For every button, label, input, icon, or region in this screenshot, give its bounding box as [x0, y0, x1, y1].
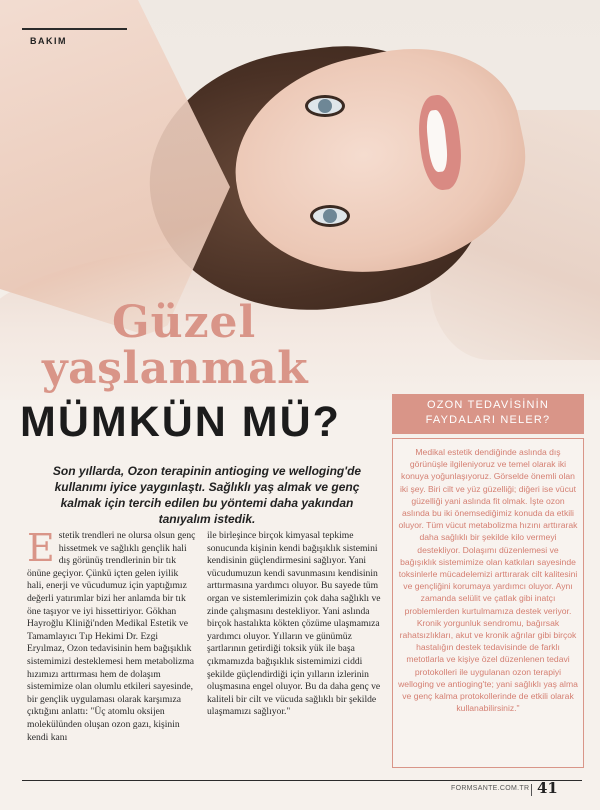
headline-line-1: Güzel	[112, 297, 257, 348]
body-column-1-text: stetik trendleri ne olursa olsun genç hissetmek ve sağlıklı gençlik hali dış görünüş trendlerinin bir tık önüne geçiyor. Çünkü içten gelen iyilik hali, enerji ve vücudumuz için yaptığımız değerli yatırımlar bizi her anlamda bir tık öne taşıyor ve iyi hissettiriyor. Gökhan Hayroğlu Kliniği'nden Medikal Estetik ve Tamamlayıcı Tıp Hekimi Dr. Ezgi Eryılmaz, Ozon tedavisinin hem bağışıklık sistemimizi desteklemesi hem metabolizma hızımızı arttırması hem de dolaşım sistemimize olan olumlu etkileri sayesinde, bir gençlik uygulaması olarak karşımıza çıktığını anlattı: "Üç atomlu oksijen molekülünden oluşan ozon gazı, kişinin kendi kanı	[27, 530, 196, 743]
sidebar-text: Medikal estetik dendiğinde aslında dış görünüşle ilgileniyoruz ve temel olarak iki konuya yoğunlaşıyoruz. Görselde önemli olan iki şey. Biri cilt ve yüz güzelliği; diğeri ise vücut güzelliği yani aslında fit olmak. İşte ozon aslında bu iki önemsediğimiz konuda da etkili oluyor. Tüm vücut metabolizma hızını arttırarak daha sağlıklı bir şekilde kilo vermeyi destekliyor. Dolaşımı düzenlemesi ve bağışıklık sistemimize olan katkıları sayesinde toksinlerle mücadelemizi arttırarak cilt kalitesini ve gençliğini korumaya yardımcı oluyor. Aynı zamanda selülit ve çatlak gibi inatçı problemlerden kurtulmamıza destek veriyor. Kronik yorgunluk sendromu, bağırsak rahatsızlıkları, akut ve kronik ağrılar gibi birçok hastalığın destek tedavisinde de farklı metotlarla ve kişiye özel düzenlenen tedavi protokolleri ile uygulanan ozon terapiyi welloging ve antioging'te; yani sağlıklı yaş alma ve genç kalma protokollerinde de etkili olarak kullanabilirsiniz."	[398, 447, 578, 714]
sidebar-title-line-1: OZON TEDAVİSİNİN	[426, 399, 550, 411]
hero-photo	[0, 0, 600, 400]
lede-paragraph: Son yıllarda, Ozon terapinin antioging ve welloging'de kullanımı iyice yaygınlaştı. Sağlıklı yaş almak ve genç kalmak için tercih edilen bu yöntemi daha yakından tanıyalım istedik.	[52, 464, 362, 526]
section-label-text: BAKIM	[30, 36, 67, 46]
headline-line-2: yaşlanmak	[42, 343, 309, 394]
footer-separator	[531, 784, 532, 796]
page-number: 41	[537, 779, 558, 797]
eye-shape	[310, 205, 350, 227]
headline-line-3: MÜMKÜN MÜ?	[20, 398, 341, 446]
section-label	[22, 28, 127, 52]
sidebar-title-line-2: FAYDALARI NELER?	[425, 414, 551, 426]
drop-cap: E	[27, 526, 55, 570]
body-column-1	[27, 526, 197, 744]
body-column-2: ile birleşince birçok kimyasal tepkime sonucunda kişinin kendi bağışıklık sistemini kendisinin güçlendirmesini sağlıyor. Yani vücudumuzun kendi savunmasını kendisinin arttırmasına yardımcı oluyor. Bu sayede tüm organ ve sistemlerimizin çok daha sağlıklı ve zinde çalışmasını destekliyor. Yani aslında birçok hastalıkta kökten çözüme ulaşmamıza yardımcı oluyor. Yılların ve günümüz şartlarının getirdiği toksik yük ile başa çıkmamızda bağışıklık sistemimizi ciddi şekilde güçlendirdiği için yılların izlerinin oluşmasına engel oluyor. Bu da daha genç ve kaliteli bir cilt ve vücuda sağlıklı bir şekilde ulaşmamızı sağlıyor."	[207, 530, 381, 718]
eye-shape	[305, 95, 345, 117]
footer-site: FORMSANTE.COM.TR	[451, 785, 530, 792]
sidebar-title	[392, 394, 584, 434]
footer-rule	[22, 780, 582, 781]
